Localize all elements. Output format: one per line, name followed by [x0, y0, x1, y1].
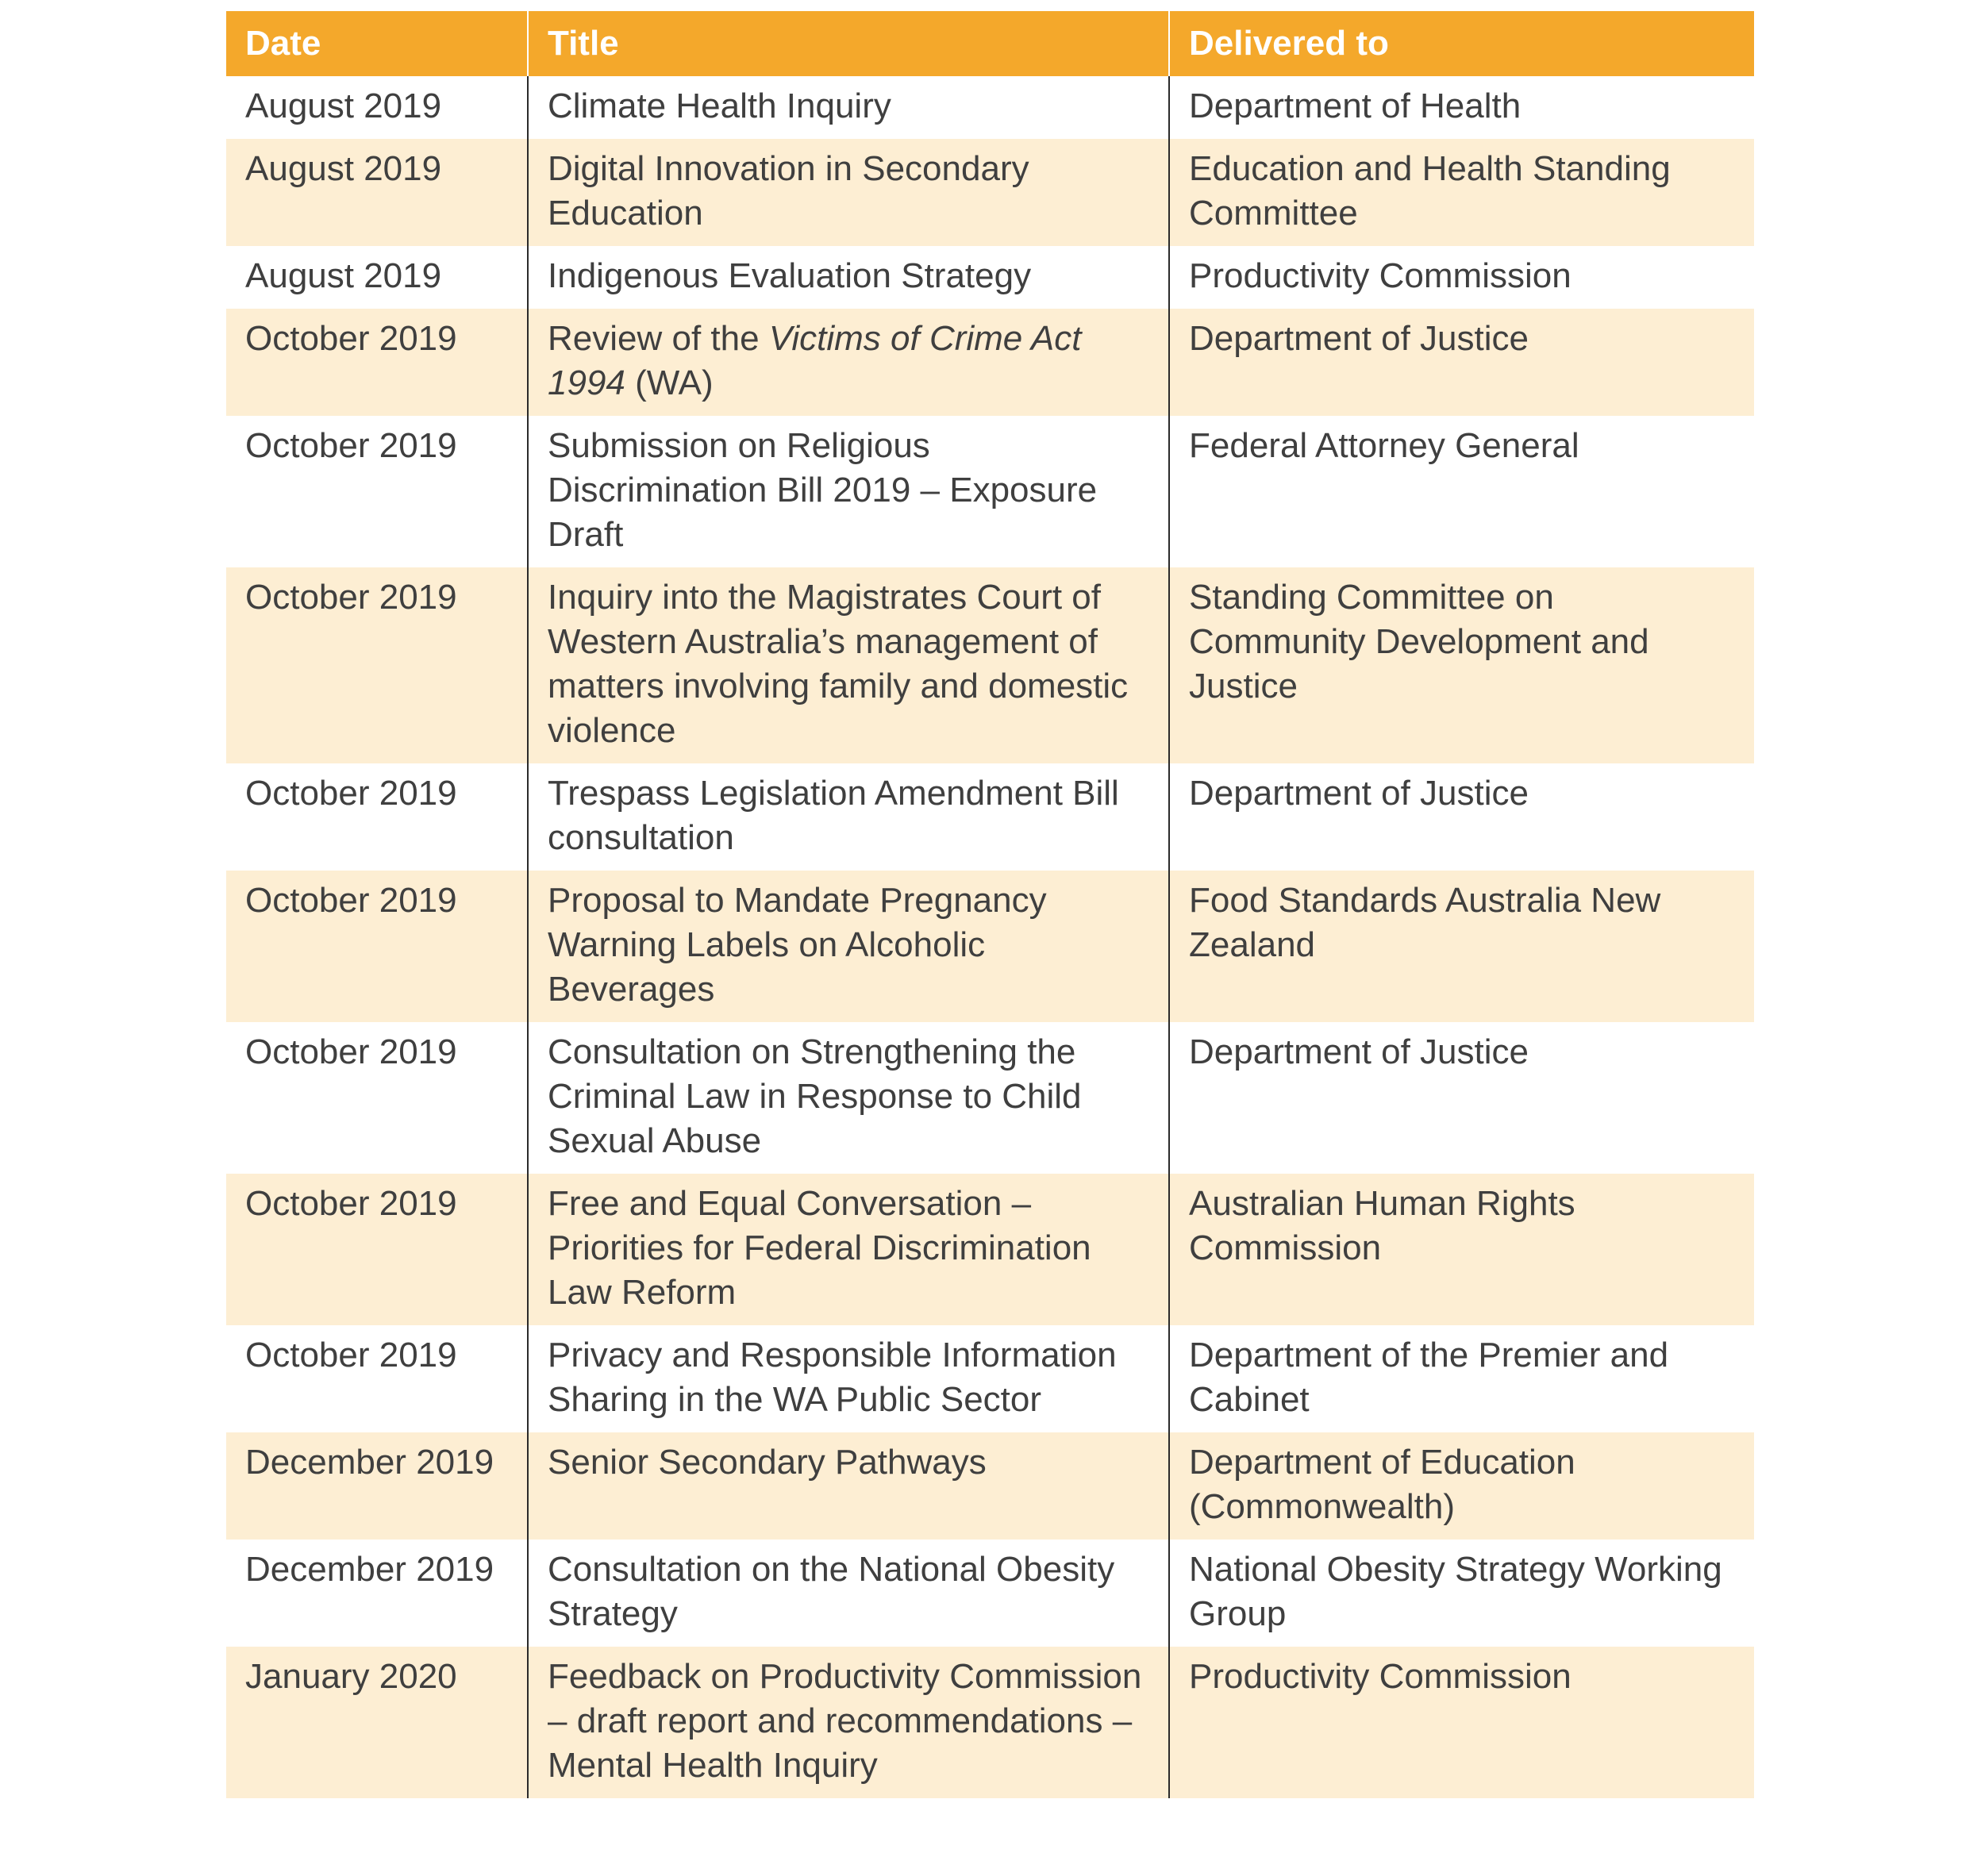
title-text: Digital Innovation in Secondary Education — [548, 149, 1029, 233]
cell-delivered-to: Department of Health — [1169, 76, 1754, 139]
cell-date: October 2019 — [226, 871, 528, 1022]
cell-delivered-to: Australian Human Rights Commission — [1169, 1174, 1754, 1325]
cell-title — [528, 1174, 1169, 1325]
cell-delivered-to: National Obesity Strategy Working Group — [1169, 1540, 1754, 1647]
cell-date: October 2019 — [226, 309, 528, 416]
cell-title — [528, 871, 1169, 1022]
table-row — [226, 1647, 1754, 1798]
title-text: Review of the — [548, 319, 769, 358]
title-text: Consultation on Strengthening the Criminal Law in Response to Child Sexual Abuse — [548, 1032, 1082, 1160]
title-text: Proposal to Mandate Pregnancy Warning Labels on Alcoholic Beverages — [548, 881, 1047, 1009]
cell-delivered-to: Federal Attorney General — [1169, 416, 1754, 567]
column-header-delivered-to: Delivered to — [1169, 11, 1754, 76]
cell-delivered-to: Productivity Commission — [1169, 246, 1754, 309]
submissions-table-container — [226, 11, 1754, 1798]
cell-title — [528, 246, 1169, 309]
cell-title — [528, 763, 1169, 871]
table-row — [226, 763, 1754, 871]
title-text: Inquiry into the Magistrates Court of Western Australia’s management of matters involving family and domestic violence — [548, 578, 1129, 750]
cell-date: October 2019 — [226, 763, 528, 871]
table-row — [226, 139, 1754, 246]
cell-date: December 2019 — [226, 1432, 528, 1540]
table-row — [226, 76, 1754, 139]
table-row — [226, 871, 1754, 1022]
table-row — [226, 1432, 1754, 1540]
table-row — [226, 416, 1754, 567]
title-text: Submission on Religious Discrimination Bill 2019 – Exposure Draft — [548, 426, 1098, 554]
cell-delivered-to: Department of Justice — [1169, 763, 1754, 871]
title-text: (WA) — [625, 363, 714, 402]
table-body — [226, 76, 1754, 1798]
column-header-date: Date — [226, 11, 528, 76]
cell-date: August 2019 — [226, 139, 528, 246]
submissions-table — [226, 11, 1754, 1798]
table-row — [226, 1325, 1754, 1432]
title-italic-text: Victims of Crime Act 1994 — [548, 319, 1082, 402]
cell-title — [528, 1022, 1169, 1174]
table-header — [226, 11, 1754, 76]
cell-title — [528, 139, 1169, 246]
title-text: Indigenous Evaluation Strategy — [548, 256, 1032, 295]
table-row — [226, 567, 1754, 763]
cell-delivered-to: Department of Justice — [1169, 1022, 1754, 1174]
table-row — [226, 309, 1754, 416]
header-row — [226, 11, 1754, 76]
table-row — [226, 1022, 1754, 1174]
title-text: Trespass Legislation Amendment Bill consultation — [548, 774, 1119, 857]
cell-title — [528, 309, 1169, 416]
cell-date: January 2020 — [226, 1647, 528, 1798]
cell-delivered-to: Food Standards Australia New Zealand — [1169, 871, 1754, 1022]
cell-delivered-to: Department of Justice — [1169, 309, 1754, 416]
cell-date: October 2019 — [226, 1022, 528, 1174]
cell-delivered-to: Standing Committee on Community Development and Justice — [1169, 567, 1754, 763]
cell-date: October 2019 — [226, 1174, 528, 1325]
table-row — [226, 1540, 1754, 1647]
title-text: Consultation on the National Obesity Strategy — [548, 1550, 1115, 1633]
title-text: Feedback on Productivity Commission – draft report and recommendations – Mental Health Inquiry — [548, 1657, 1142, 1785]
table-row — [226, 1174, 1754, 1325]
cell-date: August 2019 — [226, 76, 528, 139]
cell-title — [528, 1432, 1169, 1540]
cell-delivered-to: Productivity Commission — [1169, 1647, 1754, 1798]
cell-date: October 2019 — [226, 416, 528, 567]
cell-title — [528, 1540, 1169, 1647]
cell-date: October 2019 — [226, 567, 528, 763]
cell-date: August 2019 — [226, 246, 528, 309]
title-text: Senior Secondary Pathways — [548, 1443, 987, 1482]
cell-delivered-to: Department of Education (Commonwealth) — [1169, 1432, 1754, 1540]
cell-date: December 2019 — [226, 1540, 528, 1647]
table-row — [226, 246, 1754, 309]
cell-title — [528, 416, 1169, 567]
cell-date: October 2019 — [226, 1325, 528, 1432]
title-text: Climate Health Inquiry — [548, 86, 891, 125]
column-header-title: Title — [528, 11, 1169, 76]
cell-title — [528, 1647, 1169, 1798]
title-text: Privacy and Responsible Information Sharing in the WA Public Sector — [548, 1336, 1117, 1419]
title-text: Free and Equal Conversation – Priorities for Federal Discrimination Law Reform — [548, 1184, 1091, 1312]
cell-title — [528, 567, 1169, 763]
cell-title — [528, 1325, 1169, 1432]
cell-delivered-to: Education and Health Standing Committee — [1169, 139, 1754, 246]
cell-title — [528, 76, 1169, 139]
cell-delivered-to: Department of the Premier and Cabinet — [1169, 1325, 1754, 1432]
